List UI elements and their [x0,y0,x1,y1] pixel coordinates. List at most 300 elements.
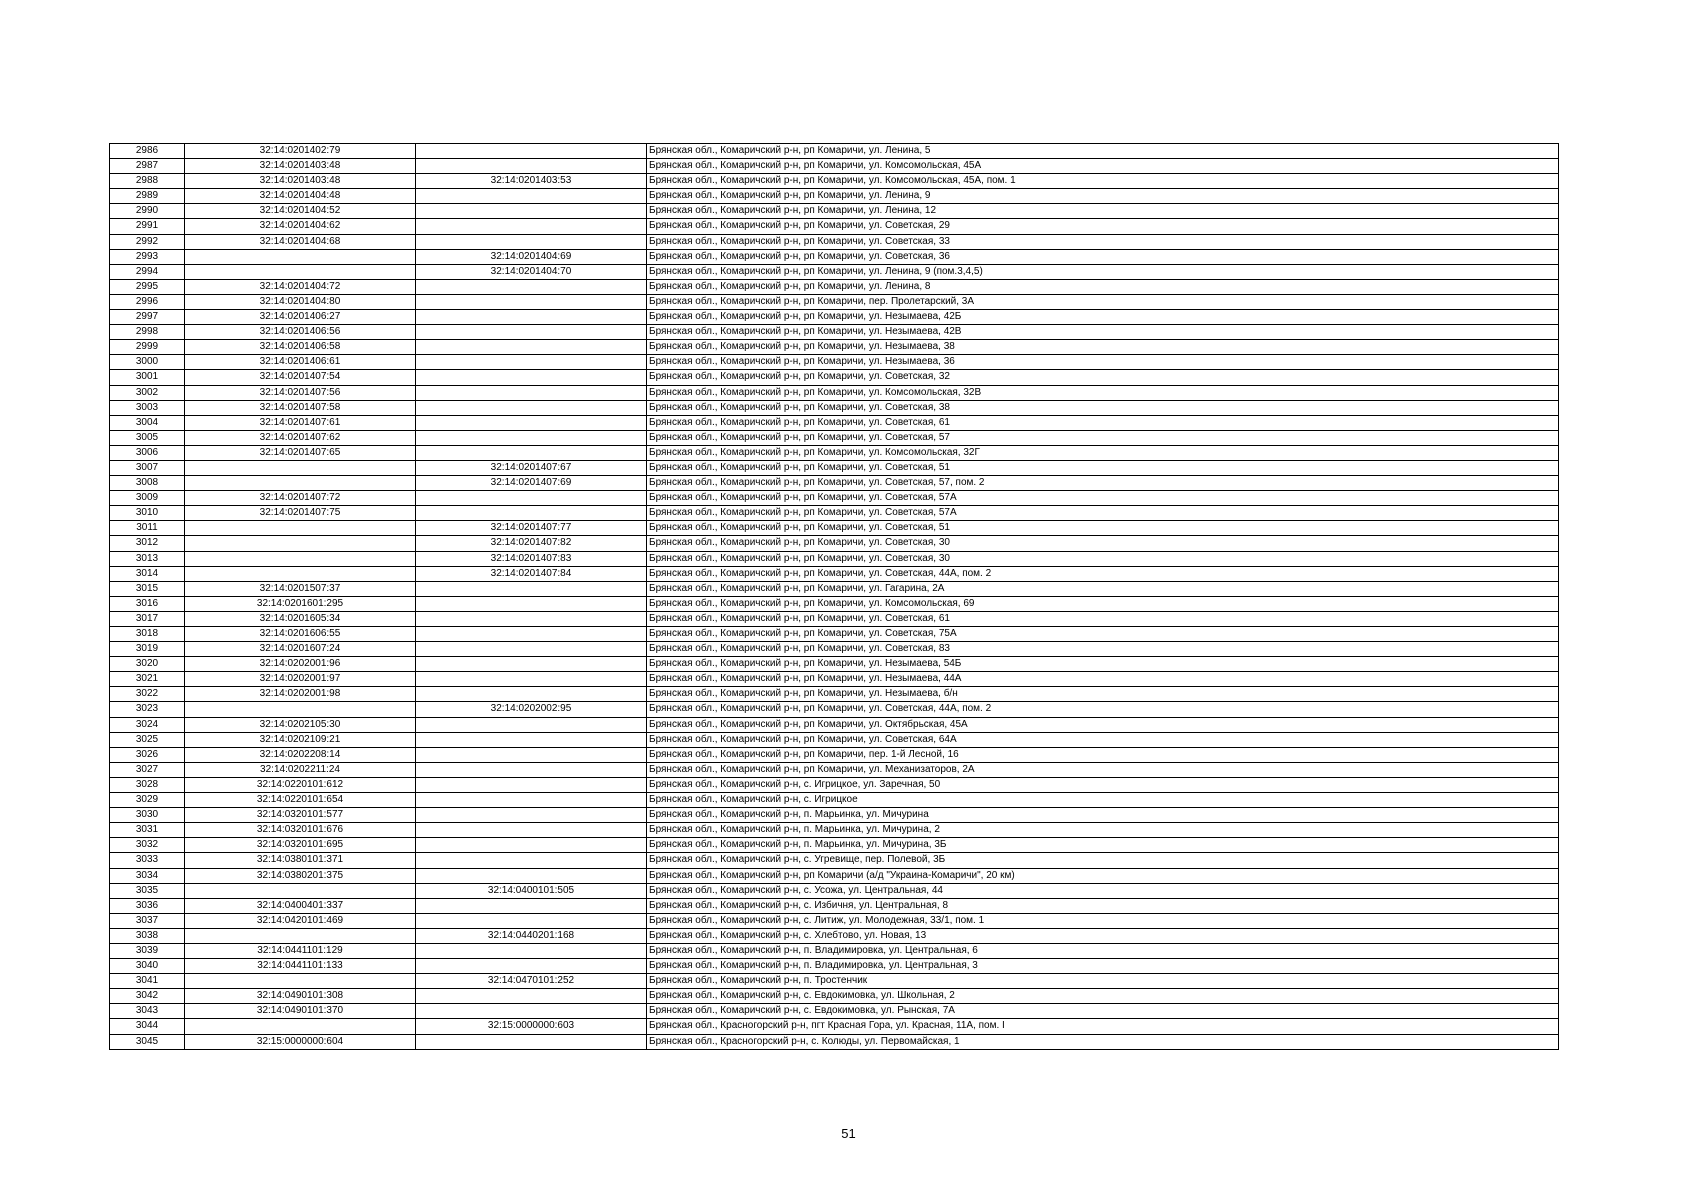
room-cadastral-number-cell [416,959,647,974]
room-cadastral-number-cell [416,596,647,611]
table-row [110,898,1559,913]
address-cell: Брянская обл., Комаричский р-н, с. Игрицкое [647,793,1559,808]
room-cadastral-number-cell: 32:14:0201404:70 [416,264,647,279]
cadastral-number-cell: 32:14:0441101:129 [185,943,416,958]
room-cadastral-number-cell [416,823,647,838]
room-cadastral-number-cell [416,732,647,747]
cadastral-number-cell [185,551,416,566]
room-cadastral-number-cell [416,294,647,309]
cadastral-number-cell: 32:14:0201404:52 [185,204,416,219]
address-cell: Брянская обл., Комаричский р-н, п. Марьинка, ул. Мичурина, 3Б [647,838,1559,853]
address-cell: Брянская обл., Комаричский р-н, рп Комаричи, ул. Ленина, 8 [647,279,1559,294]
room-cadastral-number-cell: 32:14:0201407:77 [416,521,647,536]
room-cadastral-number-cell [416,898,647,913]
room-cadastral-number-cell [416,325,647,340]
table-row [110,1034,1559,1049]
cadastral-number-cell: 32:14:0380201:375 [185,868,416,883]
table-row [110,325,1559,340]
table-row [110,159,1559,174]
cadastral-number-cell: 32:14:0201606:55 [185,627,416,642]
cadastral-number-cell: 32:14:0201407:72 [185,491,416,506]
table-row [110,400,1559,415]
address-cell: Брянская обл., Комаричский р-н, рп Комаричи, ул. Советская, 44А, пом. 2 [647,566,1559,581]
row-number-cell: 3005 [110,430,185,445]
row-number-cell: 3000 [110,355,185,370]
room-cadastral-number-cell [416,219,647,234]
cadastral-number-cell [185,883,416,898]
row-number-cell: 3030 [110,808,185,823]
cadastral-number-cell: 32:14:0201407:56 [185,385,416,400]
room-cadastral-number-cell [416,657,647,672]
row-number-cell: 3016 [110,596,185,611]
address-cell: Брянская обл., Комаричский р-н, рп Комаричи, ул. Незымаева, 36 [647,355,1559,370]
table-row [110,913,1559,928]
row-number-cell: 3028 [110,777,185,792]
table-row [110,808,1559,823]
row-number-cell: 3026 [110,747,185,762]
address-cell: Брянская обл., Комаричский р-н, с. Угревище, пер. Полевой, 3Б [647,853,1559,868]
table-row [110,627,1559,642]
cadastral-number-cell [185,460,416,475]
room-cadastral-number-cell: 32:14:0201404:69 [416,249,647,264]
table-row [110,974,1559,989]
row-number-cell: 3001 [110,370,185,385]
row-number-cell: 3012 [110,536,185,551]
cadastral-number-cell: 32:14:0201605:34 [185,611,416,626]
table-row [110,823,1559,838]
table-row [110,566,1559,581]
table-row [110,279,1559,294]
table-row [110,536,1559,551]
room-cadastral-number-cell [416,642,647,657]
address-cell: Брянская обл., Комаричский р-н, рп Комаричи, ул. Советская, 38 [647,400,1559,415]
address-cell: Брянская обл., Комаричский р-н, рп Комаричи, ул. Комсомольская, 32Г [647,445,1559,460]
cadastral-number-cell: 32:15:0000000:604 [185,1034,416,1049]
cadastral-number-cell: 32:14:0201406:27 [185,310,416,325]
table-row [110,672,1559,687]
table-row [110,762,1559,777]
register-table-body [110,144,1559,1050]
cadastral-number-cell [185,702,416,717]
address-cell: Брянская обл., Комаричский р-н, рп Комаричи, ул. Незымаева, 54Б [647,657,1559,672]
table-row [110,777,1559,792]
cadastral-number-cell: 32:14:0201407:58 [185,400,416,415]
cadastral-number-cell: 32:14:0202105:30 [185,717,416,732]
row-number-cell: 3039 [110,943,185,958]
room-cadastral-number-cell [416,189,647,204]
table-row [110,430,1559,445]
row-number-cell: 2995 [110,279,185,294]
table-row [110,732,1559,747]
address-cell: Брянская обл., Комаричский р-н, рп Комаричи, ул. Комсомольская, 45А, пом. 1 [647,174,1559,189]
cadastral-number-cell: 32:14:0201407:65 [185,445,416,460]
row-number-cell: 3009 [110,491,185,506]
table-row [110,657,1559,672]
cadastral-number-cell: 32:14:0202109:21 [185,732,416,747]
room-cadastral-number-cell [416,445,647,460]
address-cell: Брянская обл., Комаричский р-н, рп Комаричи, ул. Советская, 83 [647,642,1559,657]
address-cell: Брянская обл., Комаричский р-н, п. Владимировка, ул. Центральная, 6 [647,943,1559,958]
row-number-cell: 3011 [110,521,185,536]
table-row [110,521,1559,536]
address-cell: Брянская обл., Комаричский р-н, п. Марьинка, ул. Мичурина [647,808,1559,823]
row-number-cell: 2994 [110,264,185,279]
row-number-cell: 3029 [110,793,185,808]
table-row [110,853,1559,868]
address-cell: Брянская обл., Комаричский р-н, п. Владимировка, ул. Центральная, 3 [647,959,1559,974]
address-cell: Брянская обл., Комаричский р-н, рп Комаричи, ул. Ленина, 5 [647,144,1559,159]
room-cadastral-number-cell [416,400,647,415]
room-cadastral-number-cell [416,672,647,687]
cadastral-number-cell: 32:14:0400401:337 [185,898,416,913]
cadastral-number-cell: 32:14:0202001:97 [185,672,416,687]
room-cadastral-number-cell: 32:14:0201407:69 [416,476,647,491]
table-row [110,460,1559,475]
row-number-cell: 3017 [110,611,185,626]
room-cadastral-number-cell [416,611,647,626]
row-number-cell: 2993 [110,249,185,264]
room-cadastral-number-cell [416,340,647,355]
room-cadastral-number-cell: 32:15:0000000:603 [416,1019,647,1034]
cadastral-number-cell: 32:14:0202208:14 [185,747,416,762]
row-number-cell: 2998 [110,325,185,340]
row-number-cell: 2987 [110,159,185,174]
row-number-cell: 3006 [110,445,185,460]
room-cadastral-number-cell [416,234,647,249]
table-row [110,219,1559,234]
row-number-cell: 2986 [110,144,185,159]
table-row [110,491,1559,506]
address-cell: Брянская обл., Комаричский р-н, рп Комаричи, ул. Ленина, 12 [647,204,1559,219]
address-cell: Брянская обл., Комаричский р-н, п. Марьинка, ул. Мичурина, 2 [647,823,1559,838]
room-cadastral-number-cell [416,943,647,958]
cadastral-number-cell: 32:14:0320101:695 [185,838,416,853]
row-number-cell: 3019 [110,642,185,657]
table-row [110,747,1559,762]
cadastral-number-cell: 32:14:0201404:80 [185,294,416,309]
table-row [110,506,1559,521]
cadastral-number-cell [185,1019,416,1034]
cadastral-number-cell: 32:14:0201407:75 [185,506,416,521]
room-cadastral-number-cell [416,853,647,868]
address-cell: Брянская обл., Комаричский р-н, рп Комаричи, ул. Советская, 36 [647,249,1559,264]
room-cadastral-number-cell [416,144,647,159]
room-cadastral-number-cell: 32:14:0470101:252 [416,974,647,989]
cadastral-number-cell: 32:14:0201406:61 [185,355,416,370]
room-cadastral-number-cell [416,370,647,385]
room-cadastral-number-cell [416,506,647,521]
cadastral-number-cell: 32:14:0220101:612 [185,777,416,792]
row-number-cell: 3035 [110,883,185,898]
room-cadastral-number-cell [416,747,647,762]
address-cell: Брянская обл., Комаричский р-н, рп Комаричи, ул. Советская, 51 [647,521,1559,536]
row-number-cell: 2989 [110,189,185,204]
table-row [110,1019,1559,1034]
cadastral-number-cell: 32:14:0420101:469 [185,913,416,928]
address-cell: Брянская обл., Комаричский р-н, рп Комаричи, ул. Советская, 30 [647,536,1559,551]
row-number-cell: 3002 [110,385,185,400]
row-number-cell: 3022 [110,687,185,702]
room-cadastral-number-cell: 32:14:0201407:67 [416,460,647,475]
room-cadastral-number-cell: 32:14:0201407:82 [416,536,647,551]
cadastral-number-cell [185,566,416,581]
row-number-cell: 3042 [110,989,185,1004]
cadastral-number-cell: 32:14:0201407:62 [185,430,416,445]
table-row [110,189,1559,204]
table-row [110,793,1559,808]
table-row [110,687,1559,702]
row-number-cell: 3045 [110,1034,185,1049]
table-row [110,1004,1559,1019]
row-number-cell: 2988 [110,174,185,189]
address-cell: Брянская обл., Комаричский р-н, рп Комаричи, ул. Незымаева, 42Б [647,310,1559,325]
room-cadastral-number-cell [416,777,647,792]
table-row [110,943,1559,958]
cadastral-number-cell [185,249,416,264]
address-cell: Брянская обл., Комаричский р-н, рп Комаричи, ул. Ленина, 9 (пом.3,4,5) [647,264,1559,279]
address-cell: Брянская обл., Комаричский р-н, рп Комаричи, ул. Советская, 44А, пом. 2 [647,702,1559,717]
row-number-cell: 3031 [110,823,185,838]
table-row [110,642,1559,657]
table-row [110,174,1559,189]
address-cell: Брянская обл., Комаричский р-н, с. Литиж, ул. Молодежная, 33/1, пом. 1 [647,913,1559,928]
address-cell: Брянская обл., Комаричский р-н, п. Тростенчик [647,974,1559,989]
room-cadastral-number-cell: 32:14:0440201:168 [416,928,647,943]
room-cadastral-number-cell [416,627,647,642]
room-cadastral-number-cell: 32:14:0202002:95 [416,702,647,717]
property-register-table [109,143,1559,1050]
cadastral-number-cell: 32:14:0201403:48 [185,159,416,174]
cadastral-number-cell: 32:14:0490101:308 [185,989,416,1004]
cadastral-number-cell: 32:14:0490101:370 [185,1004,416,1019]
row-number-cell: 3004 [110,415,185,430]
table-row [110,476,1559,491]
cadastral-number-cell: 32:14:0201404:48 [185,189,416,204]
row-number-cell: 3027 [110,762,185,777]
cadastral-number-cell: 32:14:0320101:676 [185,823,416,838]
row-number-cell: 3020 [110,657,185,672]
table-row [110,989,1559,1004]
room-cadastral-number-cell [416,279,647,294]
room-cadastral-number-cell [416,204,647,219]
table-row [110,204,1559,219]
address-cell: Брянская обл., Комаричский р-н, с. Усожа, ул. Центральная, 44 [647,883,1559,898]
address-cell: Брянская обл., Комаричский р-н, рп Комаричи, ул. Октябрьская, 45А [647,717,1559,732]
row-number-cell: 3024 [110,717,185,732]
room-cadastral-number-cell [416,687,647,702]
table-row [110,883,1559,898]
row-number-cell: 3037 [110,913,185,928]
cadastral-number-cell: 32:14:0201404:62 [185,219,416,234]
address-cell: Брянская обл., Комаричский р-н, рп Комаричи, ул. Советская, 57, пом. 2 [647,476,1559,491]
row-number-cell: 3025 [110,732,185,747]
table-row [110,838,1559,853]
row-number-cell: 3040 [110,959,185,974]
address-cell: Брянская обл., Комаричский р-н, рп Комаричи, ул. Советская, 32 [647,370,1559,385]
row-number-cell: 3015 [110,581,185,596]
room-cadastral-number-cell [416,913,647,928]
row-number-cell: 3014 [110,566,185,581]
row-number-cell: 3010 [110,506,185,521]
address-cell: Брянская обл., Комаричский р-н, с. Евдокимовка, ул. Рынская, 7А [647,1004,1559,1019]
row-number-cell: 3043 [110,1004,185,1019]
address-cell: Брянская обл., Комаричский р-н, рп Комаричи, ул. Незымаева, б/н [647,687,1559,702]
table-row [110,959,1559,974]
address-cell: Брянская обл., Красногорский р-н, пгт Красная Гора, ул. Красная, 11А, пом. I [647,1019,1559,1034]
row-number-cell: 3033 [110,853,185,868]
room-cadastral-number-cell [416,808,647,823]
table-row [110,415,1559,430]
row-number-cell: 3044 [110,1019,185,1034]
table-row [110,928,1559,943]
room-cadastral-number-cell: 32:14:0201407:83 [416,551,647,566]
room-cadastral-number-cell [416,717,647,732]
address-cell: Брянская обл., Комаричский р-н, рп Комаричи, ул. Комсомольская, 45А [647,159,1559,174]
room-cadastral-number-cell: 32:14:0201407:84 [416,566,647,581]
room-cadastral-number-cell [416,159,647,174]
address-cell: Брянская обл., Комаричский р-н, рп Комаричи, ул. Советская, 64А [647,732,1559,747]
cadastral-number-cell: 32:14:0201404:72 [185,279,416,294]
table-row [110,596,1559,611]
table-row [110,581,1559,596]
address-cell: Брянская обл., Комаричский р-н, с. Избичня, ул. Центральная, 8 [647,898,1559,913]
cadastral-number-cell: 32:14:0201406:56 [185,325,416,340]
row-number-cell: 3007 [110,460,185,475]
row-number-cell: 3013 [110,551,185,566]
address-cell: Брянская обл., Комаричский р-н, рп Комаричи, ул. Советская, 57А [647,491,1559,506]
row-number-cell: 3021 [110,672,185,687]
address-cell: Брянская обл., Комаричский р-н, рп Комаричи, ул. Незымаева, 38 [647,340,1559,355]
address-cell: Брянская обл., Комаричский р-н, рп Комаричи, ул. Ленина, 9 [647,189,1559,204]
table-row [110,385,1559,400]
cadastral-number-cell [185,928,416,943]
cadastral-number-cell [185,476,416,491]
page-number: 51 [841,1126,856,1141]
table-row [110,234,1559,249]
address-cell: Брянская обл., Комаричский р-н, рп Комаричи, ул. Советская, 51 [647,460,1559,475]
room-cadastral-number-cell [416,1004,647,1019]
cadastral-number-cell [185,521,416,536]
cadastral-number-cell: 32:14:0201406:58 [185,340,416,355]
row-number-cell: 3034 [110,868,185,883]
table-row [110,294,1559,309]
table-row [110,611,1559,626]
room-cadastral-number-cell: 32:14:0201403:53 [416,174,647,189]
cadastral-number-cell: 32:14:0441101:133 [185,959,416,974]
row-number-cell: 2999 [110,340,185,355]
address-cell: Брянская обл., Комаричский р-н, рп Комаричи, ул. Комсомольская, 69 [647,596,1559,611]
room-cadastral-number-cell [416,415,647,430]
row-number-cell: 3032 [110,838,185,853]
room-cadastral-number-cell [416,310,647,325]
cadastral-number-cell: 32:14:0202001:96 [185,657,416,672]
address-cell: Брянская обл., Комаричский р-н, с. Игрицкое, ул. Заречная, 50 [647,777,1559,792]
room-cadastral-number-cell [416,838,647,853]
row-number-cell: 3038 [110,928,185,943]
address-cell: Брянская обл., Комаричский р-н, рп Комаричи, ул. Советская, 61 [647,611,1559,626]
address-cell: Брянская обл., Комаричский р-н, рп Комаричи, ул. Незымаева, 42В [647,325,1559,340]
address-cell: Брянская обл., Комаричский р-н, рп Комаричи, пер. Пролетарский, 3А [647,294,1559,309]
address-cell: Брянская обл., Комаричский р-н, рп Комаричи, ул. Советская, 61 [647,415,1559,430]
table-row [110,370,1559,385]
room-cadastral-number-cell [416,793,647,808]
room-cadastral-number-cell [416,989,647,1004]
table-row [110,355,1559,370]
table-row [110,717,1559,732]
cadastral-number-cell: 32:14:0201407:61 [185,415,416,430]
cadastral-number-cell: 32:14:0380101:371 [185,853,416,868]
row-number-cell: 2997 [110,310,185,325]
room-cadastral-number-cell [416,868,647,883]
address-cell: Брянская обл., Комаричский р-н, рп Комаричи, ул. Советская, 57А [647,506,1559,521]
table-row [110,310,1559,325]
table-row [110,445,1559,460]
cadastral-number-cell: 32:14:0201607:24 [185,642,416,657]
room-cadastral-number-cell [416,355,647,370]
table-row [110,868,1559,883]
address-cell: Брянская обл., Комаричский р-н, рп Комаричи, ул. Комсомольская, 32В [647,385,1559,400]
cadastral-number-cell: 32:14:0201404:68 [185,234,416,249]
address-cell: Брянская обл., Комаричский р-н, рп Комаричи, ул. Советская, 75А [647,627,1559,642]
cadastral-number-cell: 32:14:0201403:48 [185,174,416,189]
address-cell: Брянская обл., Комаричский р-н, рп Комаричи, ул. Механизаторов, 2А [647,762,1559,777]
table-row [110,702,1559,717]
row-number-cell: 2992 [110,234,185,249]
table-row [110,264,1559,279]
row-number-cell: 3003 [110,400,185,415]
cadastral-number-cell: 32:14:0220101:654 [185,793,416,808]
cadastral-number-cell [185,974,416,989]
row-number-cell: 3018 [110,627,185,642]
address-cell: Брянская обл., Красногорский р-н, с. Колюды, ул. Первомайская, 1 [647,1034,1559,1049]
cadastral-number-cell: 32:14:0201402:79 [185,144,416,159]
table-row [110,340,1559,355]
address-cell: Брянская обл., Комаричский р-н, рп Комаричи, ул. Советская, 57 [647,430,1559,445]
address-cell: Брянская обл., Комаричский р-н, с. Евдокимовка, ул. Школьная, 2 [647,989,1559,1004]
room-cadastral-number-cell [416,581,647,596]
cadastral-number-cell [185,264,416,279]
row-number-cell: 3023 [110,702,185,717]
table-row [110,144,1559,159]
room-cadastral-number-cell: 32:14:0400101:505 [416,883,647,898]
row-number-cell: 3008 [110,476,185,491]
address-cell: Брянская обл., Комаричский р-н, рп Комаричи, ул. Советская, 30 [647,551,1559,566]
table-row [110,249,1559,264]
cadastral-number-cell: 32:14:0202001:98 [185,687,416,702]
address-cell: Брянская обл., Комаричский р-н, рп Комаричи, пер. 1-й Лесной, 16 [647,747,1559,762]
row-number-cell: 2991 [110,219,185,234]
table-row [110,551,1559,566]
row-number-cell: 3041 [110,974,185,989]
cadastral-number-cell: 32:14:0202211:24 [185,762,416,777]
row-number-cell: 2990 [110,204,185,219]
address-cell: Брянская обл., Комаричский р-н, рп Комаричи, ул. Советская, 29 [647,219,1559,234]
room-cadastral-number-cell [416,491,647,506]
address-cell: Брянская обл., Комаричский р-н, рп Комаричи, ул. Незымаева, 44А [647,672,1559,687]
address-cell: Брянская обл., Комаричский р-н, с. Хлебтово, ул. Новая, 13 [647,928,1559,943]
cadastral-number-cell: 32:14:0201407:54 [185,370,416,385]
row-number-cell: 2996 [110,294,185,309]
room-cadastral-number-cell [416,385,647,400]
cadastral-number-cell: 32:14:0320101:577 [185,808,416,823]
address-cell: Брянская обл., Комаричский р-н, рп Комаричи (а/д "Украина-Комаричи", 20 км) [647,868,1559,883]
row-number-cell: 3036 [110,898,185,913]
room-cadastral-number-cell [416,762,647,777]
room-cadastral-number-cell [416,1034,647,1049]
cadastral-number-cell [185,536,416,551]
address-cell: Брянская обл., Комаричский р-н, рп Комаричи, ул. Гагарина, 2А [647,581,1559,596]
room-cadastral-number-cell [416,430,647,445]
